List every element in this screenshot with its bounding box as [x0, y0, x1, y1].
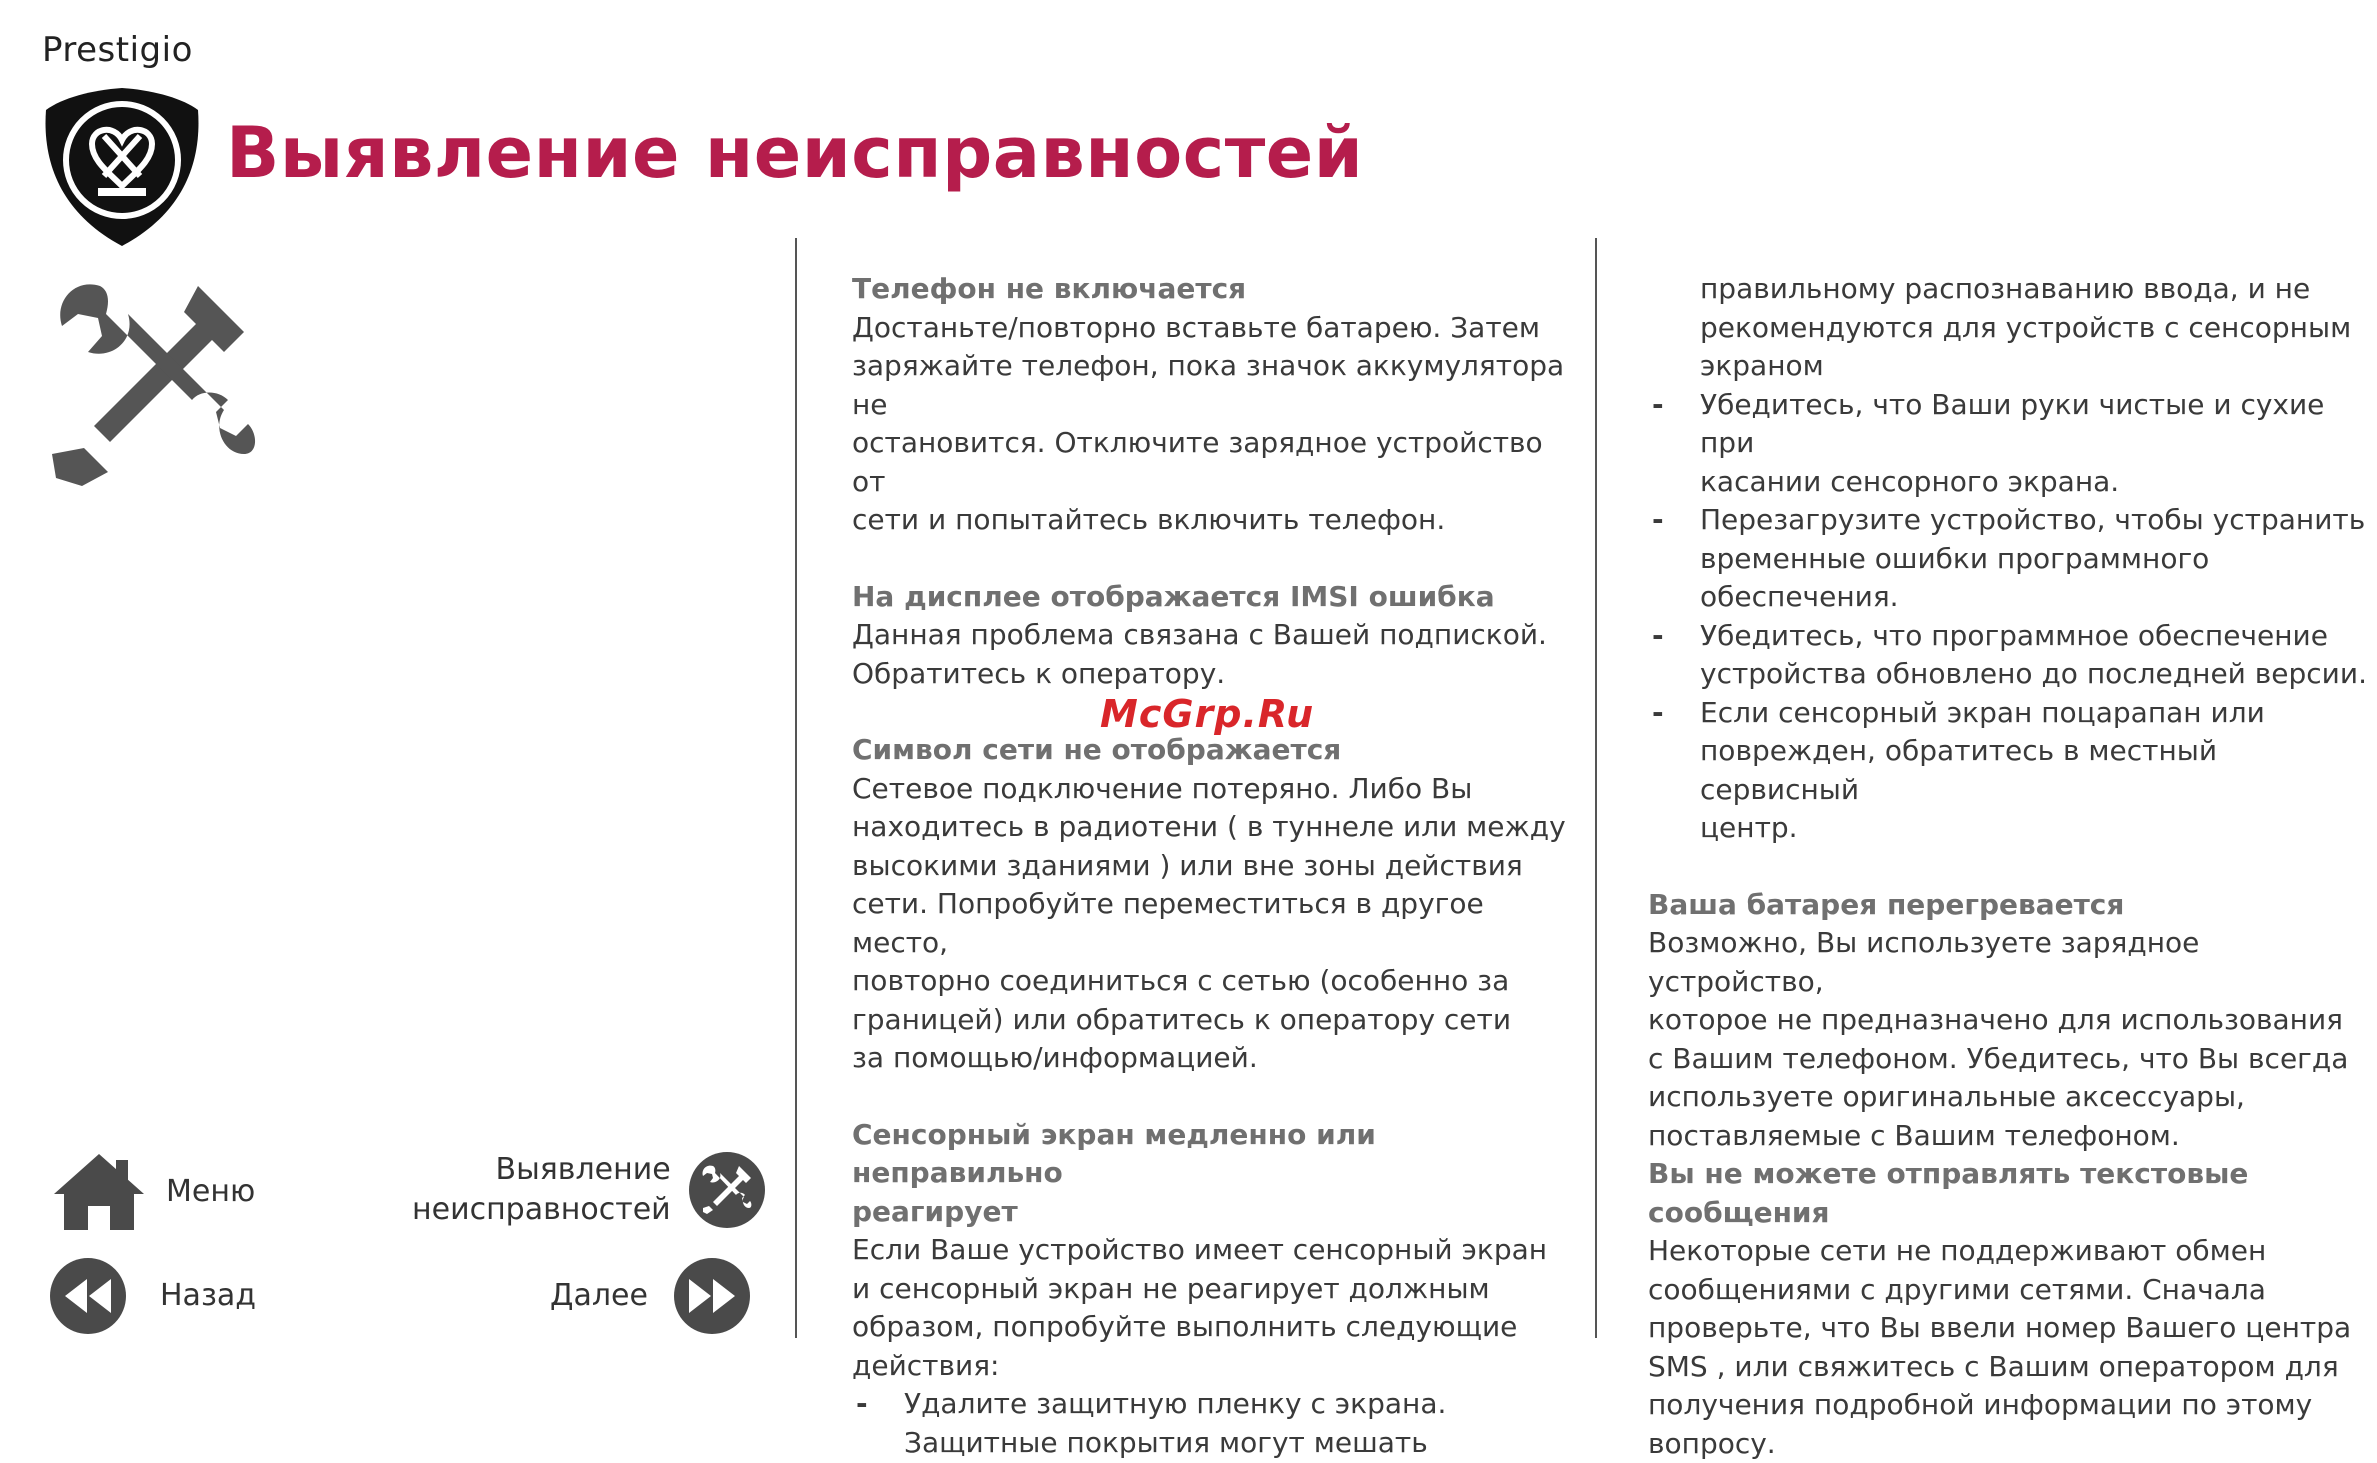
text-line: правильному распознаванию ввода, и не: [1648, 270, 2368, 309]
heading-sms-fail: Вы не можете отправлять текстовые сообщения: [1648, 1155, 2368, 1232]
text-line: Если Ваше устройство имеет сенсорный экран: [852, 1231, 1572, 1270]
content-column-2: [1648, 270, 2368, 1463]
list-item-text: обеспечения.: [1700, 580, 1899, 613]
list-item-text: Убедитесь, что Ваши руки чистые и сухие при: [1700, 388, 2324, 460]
troubleshooting-label-line2: неисправностей: [412, 1190, 671, 1230]
text-line: Достаньте/повторно вставьте батарею. Затем: [852, 309, 1572, 348]
list-item: [1648, 386, 2368, 502]
text-line: Некоторые сети не поддерживают обмен: [1648, 1232, 2368, 1271]
column-divider-left: [795, 238, 797, 1338]
touch-tips-list-cont: [1648, 386, 2368, 848]
text-line: остановится. Отключите зарядное устройство от: [852, 424, 1572, 501]
list-item-text: временные ошибки программного: [1700, 542, 2209, 575]
list-item-text: Если сенсорный экран поцарапан или: [1700, 696, 2265, 729]
menu-label: Меню: [166, 1172, 255, 1212]
home-icon: [50, 1150, 148, 1234]
text-line: сети и попытайтесь включить телефон.: [852, 501, 1572, 540]
next-button[interactable]: [550, 1258, 750, 1334]
troubleshooting-label-line1: Выявление: [412, 1150, 671, 1190]
text-line: получения подробной информации по этому: [1648, 1386, 2368, 1425]
rewind-icon: [50, 1258, 126, 1334]
list-item-text: поврежден, обратитесь в местный сервисный: [1700, 734, 2217, 806]
heading-battery-overheat: Ваша батарея перегревается: [1648, 886, 2368, 925]
text-line: находитесь в радиотени ( в туннеле или между: [852, 808, 1572, 847]
fast-forward-icon: [674, 1258, 750, 1334]
list-item: [1648, 617, 2368, 694]
text-line: которое не предназначено для использования: [1648, 1001, 2368, 1040]
list-item: [1648, 501, 2368, 617]
heading-no-network: Символ сети не отображается: [852, 731, 1572, 770]
list-item-text: Убедитесь, что программное обеспечение: [1700, 619, 2328, 652]
list-item-text: центр.: [1700, 811, 1798, 844]
text-line: высокими зданиями ) или вне зоны действия: [852, 847, 1572, 886]
text-line: рекомендуются для устройств с сенсорным: [1648, 309, 2368, 348]
text-line: поставляемые с Вашим телефоном.: [1648, 1117, 2368, 1156]
heading-touchscreen: Сенсорный экран медленно или неправильно: [852, 1116, 1572, 1193]
brand-logo-text: Prestigio: [42, 30, 193, 70]
list-item: [1648, 694, 2368, 848]
text-line: используете оригинальные аксессуары,: [1648, 1078, 2368, 1117]
troubleshooting-button[interactable]: [412, 1150, 765, 1230]
text-line: сети. Попробуйте переместиться в другое место,: [852, 885, 1572, 962]
list-item-text: Перезагрузите устройство, чтобы устранить: [1700, 503, 2365, 536]
back-label: Назад: [160, 1276, 256, 1316]
menu-button[interactable]: [50, 1150, 255, 1234]
tools-circle-icon: [689, 1152, 765, 1228]
text-line: границей) или обратитесь к оператору сети: [852, 1001, 1572, 1040]
list-item-text: устройства обновлено до последней версии.: [1700, 657, 2367, 690]
heading-phone-not-on: Телефон не включается: [852, 270, 1572, 309]
watermark: McGrp.Ru: [1100, 692, 1314, 736]
text-line: сообщениями с другими сетями. Сначала: [1648, 1271, 2368, 1310]
text-line: проверьте, что Вы ввели номер Вашего центра: [1648, 1309, 2368, 1348]
text-line: заряжайте телефон, пока значок аккумулятора не: [852, 347, 1572, 424]
content-column-1: [852, 270, 1572, 1462]
text-line: и сенсорный экран не реагирует должным: [852, 1270, 1572, 1309]
list-item: [852, 1385, 1572, 1462]
text-line: за помощью/информацией.: [852, 1039, 1572, 1078]
text-line: Сетевое подключение потеряно. Либо Вы: [852, 770, 1572, 809]
prestigio-shield-logo: [42, 84, 202, 250]
touch-tips-list: [852, 1385, 1572, 1462]
list-item-text: Удалите защитную пленку с экрана.: [904, 1387, 1446, 1420]
tools-icon: [48, 278, 258, 488]
heading-touchscreen-cont: реагирует: [852, 1193, 1572, 1232]
text-line: Данная проблема связана с Вашей подпиской.: [852, 616, 1572, 655]
text-line: повторно соединиться с сетью (особенно за: [852, 962, 1572, 1001]
heading-imsi-error: На дисплее отображается IMSI ошибка: [852, 578, 1572, 617]
text-line: экраном: [1648, 347, 2368, 386]
column-divider-right: [1595, 238, 1597, 1338]
text-line: действия:: [852, 1347, 1572, 1386]
list-item-text: Защитные покрытия могут мешать: [904, 1426, 1428, 1459]
list-item-text: касании сенсорного экрана.: [1700, 465, 2119, 498]
page-title: Выявление неисправностей: [226, 112, 1363, 194]
text-line: вопросу.: [1648, 1425, 2368, 1463]
text-line: образом, попробуйте выполнить следующие: [852, 1308, 1572, 1347]
text-line: с Вашим телефоном. Убедитесь, что Вы всегда: [1648, 1040, 2368, 1079]
text-line: SMS , или свяжитесь с Вашим оператором для: [1648, 1348, 2368, 1387]
next-label: Далее: [550, 1276, 648, 1316]
text-line: Возможно, Вы используете зарядное устройство,: [1648, 924, 2368, 1001]
back-button[interactable]: [50, 1258, 256, 1334]
text-line: Обратитесь к оператору.: [852, 655, 1572, 694]
